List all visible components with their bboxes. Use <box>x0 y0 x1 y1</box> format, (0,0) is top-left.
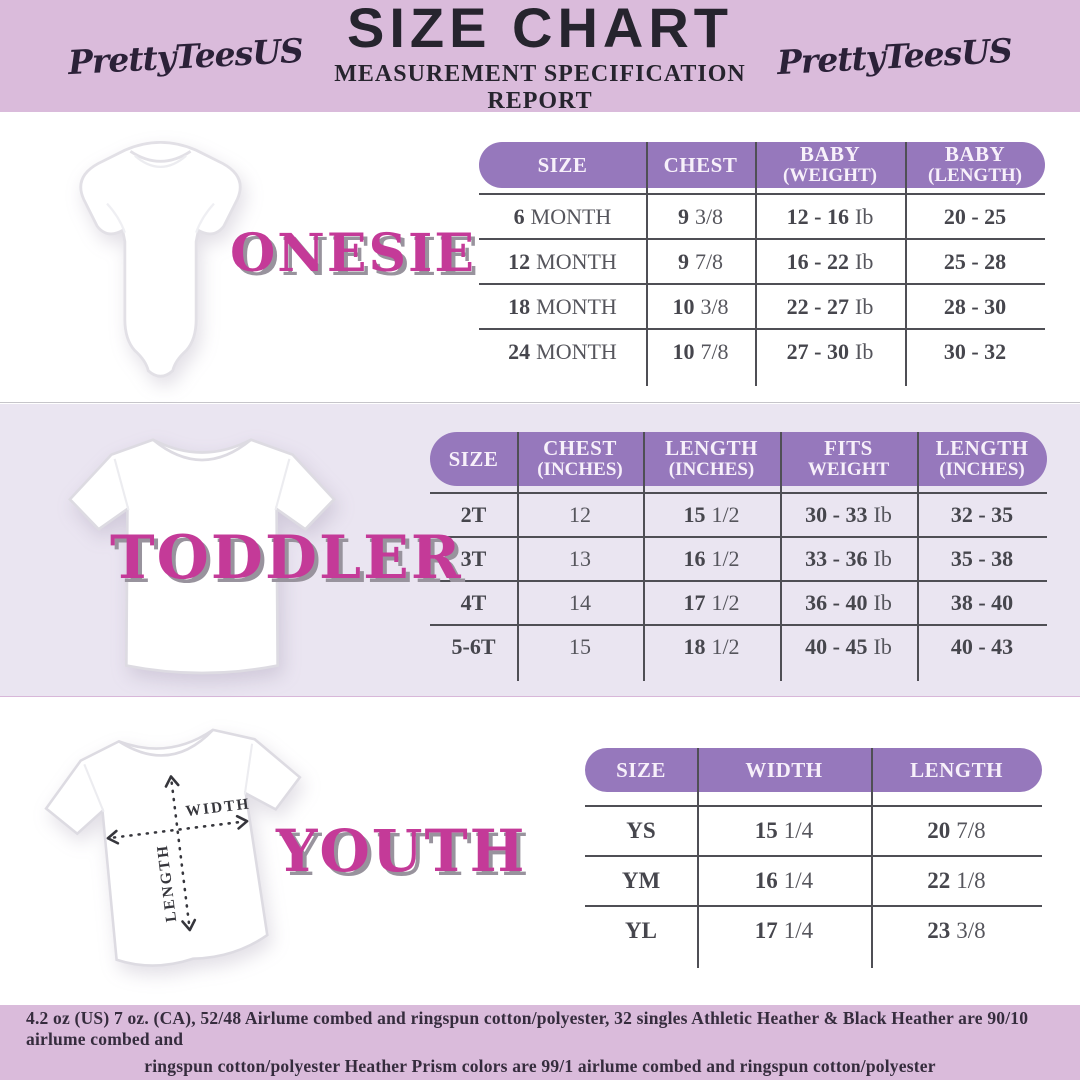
table-row <box>585 855 1042 905</box>
table-cell: 18 1/2 <box>683 634 740 659</box>
column-header: BABY (WEIGHT) <box>783 142 877 187</box>
table-cell: 16 - 22 Ib <box>786 248 874 274</box>
page-title: SIZE CHART <box>347 0 733 59</box>
table-cell: 27 - 30 Ib <box>786 338 874 364</box>
table-cell: 40 - 43 <box>950 634 1014 659</box>
table-row <box>430 580 1047 624</box>
column-header: LENGTH (INCHES) <box>665 436 758 481</box>
table-cell: 12 - 16 Ib <box>786 203 874 229</box>
table-cell: 17 1/2 <box>683 590 740 615</box>
table-cell: 15 1/2 <box>683 502 740 527</box>
column-header: FITS WEIGHT <box>807 436 890 481</box>
column-divider <box>697 748 699 968</box>
column-header: LENGTH (INCHES) <box>935 436 1029 481</box>
title-block <box>303 0 777 115</box>
header <box>0 0 1080 112</box>
table-body <box>479 193 1045 373</box>
column-header: WIDTH <box>745 757 823 782</box>
table-row <box>479 328 1045 373</box>
table-cell: 16 1/4 <box>754 868 814 893</box>
table-body <box>585 805 1042 955</box>
fabric-info-line-2: ringspun cotton/polyester Heather Prism colors are 99/1 airlume combed and ringspun cotton/polyester <box>144 1056 936 1076</box>
table-cell: 4T <box>460 590 487 615</box>
table-cell: 30 - 32 <box>943 338 1007 364</box>
brand-logo-left: PrettyTeesUS <box>67 30 304 82</box>
table-cell: 33 - 36 Ib <box>805 546 892 571</box>
youth-size-table <box>585 748 1042 955</box>
table-cell: 16 1/2 <box>683 546 740 571</box>
table-cell: 25 - 28 <box>943 248 1007 274</box>
table-header-row <box>430 432 1047 486</box>
table-cell: 22 - 27 Ib <box>786 293 874 319</box>
table-cell: 9 3/8 <box>677 203 724 229</box>
table-cell: 15 <box>569 634 591 659</box>
column-divider <box>517 432 519 681</box>
table-cell: 24 MONTH <box>508 338 617 364</box>
table-row <box>585 805 1042 855</box>
onesie-title: ONESIE <box>230 223 476 284</box>
table-cell: 5-6T <box>451 634 496 659</box>
table-cell: 10 3/8 <box>672 293 729 319</box>
table-header-row <box>585 748 1042 792</box>
footer <box>0 1005 1080 1080</box>
brand-logo-right: PrettyTeesUS <box>776 30 1013 82</box>
table-cell: 14 <box>569 590 591 615</box>
table-row <box>585 905 1042 955</box>
column-divider <box>905 142 907 386</box>
length-label: LENGTH <box>153 842 181 923</box>
table-cell: 9 7/8 <box>677 248 724 274</box>
column-header: BABY (LENGTH) <box>928 142 1022 187</box>
table-row <box>430 536 1047 580</box>
table-cell: 12 MONTH <box>508 248 617 274</box>
column-header: CHEST <box>663 152 738 177</box>
onesie-size-table <box>479 142 1045 373</box>
table-cell: 15 1/4 <box>754 818 814 843</box>
table-cell: YL <box>625 918 657 943</box>
table-row <box>430 492 1047 536</box>
table-cell: 22 1/8 <box>927 868 986 893</box>
column-divider <box>917 432 919 681</box>
table-row <box>430 624 1047 668</box>
table-cell: 20 7/8 <box>927 818 986 843</box>
table-cell: 2T <box>460 502 487 527</box>
toddler-size-table <box>430 432 1047 668</box>
table-cell: YM <box>621 868 661 893</box>
table-cell: 36 - 40 Ib <box>805 590 892 615</box>
youth-title: YOUTH <box>276 817 527 885</box>
table-cell: 3T <box>460 546 487 571</box>
toddler-title: TODDLER <box>110 523 463 593</box>
page-subtitle: MEASUREMENT SPECIFICATION REPORT <box>334 60 746 114</box>
fabric-info-line-1: 4.2 oz (US) 7 oz. (CA), 52/48 Airlume combed and ringspun cotton/polyester, 32 singles Athletic Heather & Black Heather are 90/10 airlume combed and <box>26 1008 1029 1049</box>
width-label: WIDTH <box>184 795 252 821</box>
table-cell: YS <box>626 818 656 843</box>
table-cell: 18 MONTH <box>508 293 617 319</box>
section-toddler <box>0 404 1080 697</box>
column-header: SIZE <box>448 446 499 471</box>
table-cell: 12 <box>569 502 591 527</box>
table-body <box>430 492 1047 668</box>
column-header: SIZE <box>537 152 588 177</box>
column-header: LENGTH <box>910 757 1003 782</box>
column-divider <box>646 142 648 386</box>
table-row <box>479 193 1045 238</box>
column-divider <box>643 432 645 681</box>
table-cell: 38 - 40 <box>950 590 1014 615</box>
table-cell: 32 - 35 <box>950 502 1014 527</box>
section-youth <box>0 698 1080 1005</box>
table-row <box>479 238 1045 283</box>
column-divider <box>755 142 757 386</box>
table-cell: 28 - 30 <box>943 293 1007 319</box>
table-cell: 40 - 45 Ib <box>805 634 892 659</box>
column-header: CHEST (INCHES) <box>537 436 623 481</box>
table-cell: 17 1/4 <box>754 918 814 943</box>
table-cell: 6 MONTH <box>513 203 612 229</box>
table-cell: 13 <box>569 546 591 571</box>
column-divider <box>780 432 782 681</box>
table-cell: 30 - 33 Ib <box>805 502 892 527</box>
table-cell: 10 7/8 <box>672 338 729 364</box>
table-row <box>479 283 1045 328</box>
column-header: SIZE <box>616 757 666 782</box>
table-cell: 35 - 38 <box>950 546 1014 571</box>
section-onesie <box>0 112 1080 403</box>
table-header-row <box>479 142 1045 188</box>
column-divider <box>871 748 873 968</box>
table-cell: 20 - 25 <box>943 203 1007 229</box>
table-cell: 23 3/8 <box>927 918 986 943</box>
